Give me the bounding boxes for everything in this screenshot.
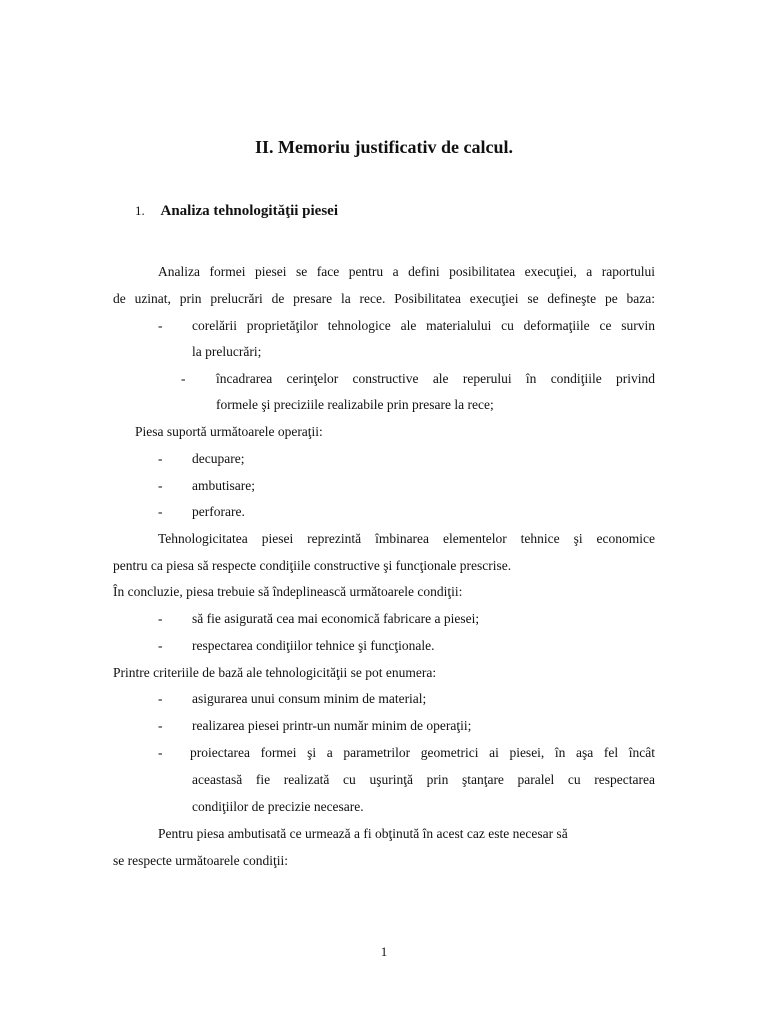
list-bullet: -	[158, 504, 163, 519]
text-line: de uzinat, prin prelucrări de presare la rece. Posibilitatea execuţiei se defineşte pe baza:	[113, 291, 655, 306]
list-bullet: -	[158, 478, 163, 493]
list-item: corelării proprietăţilor tehnologice ale materialului cu deformaţiile ce survin	[192, 318, 655, 333]
section-title: Analiza tehnologităţii piesei	[160, 203, 338, 219]
list-bullet: -	[158, 451, 163, 466]
page-title: II. Memoriu justificativ de calcul.	[255, 137, 513, 157]
list-bullet: -	[158, 691, 163, 706]
text-line: Piesa suportă următoarele operaţii:	[135, 424, 323, 439]
list-item: încadrarea cerinţelor constructive ale reperului în condiţiile privind	[216, 371, 655, 386]
list-bullet: -	[158, 611, 163, 626]
section-number: 1.	[135, 203, 145, 218]
text-line: Pentru piesa ambutisată ce urmează a fi obţinută în acest caz este necesar să	[158, 826, 568, 841]
list-item: ambutisare;	[192, 478, 255, 493]
list-item-continuation: formele şi preciziile realizabile prin presare la rece;	[216, 397, 494, 412]
list-item-continuation: condiţiilor de precizie necesare.	[192, 799, 364, 814]
text-line: Printre criteriile de bază ale tehnologicităţii se pot enumera:	[113, 665, 437, 680]
list-item-continuation: aceastasă fie realizată cu uşurinţă prin ştanţare paralel cu respectarea	[192, 772, 655, 787]
text-line: pentru ca piesa să respecte condiţiile constructive şi funcţionale prescrise.	[113, 558, 512, 573]
list-item: proiectarea formei şi a parametrilor geometrici ai piesei, în aşa fel încât	[190, 745, 655, 760]
list-item: asigurarea unui consum minim de material;	[192, 691, 427, 706]
list-bullet: -	[158, 718, 163, 733]
list-item: perforare.	[192, 504, 245, 519]
list-item: decupare;	[192, 451, 245, 466]
list-bullet: -	[158, 745, 163, 760]
list-item: să fie asigurată cea mai economică fabricare a piesei;	[192, 611, 480, 626]
list-item: respectarea condiţiilor tehnice şi funcţionale.	[192, 638, 435, 653]
list-item: realizarea piesei printr-un număr minim de operaţii;	[192, 718, 472, 733]
text-line: Tehnologicitatea piesei reprezintă îmbinarea elementelor tehnice şi economice	[158, 531, 655, 546]
page-number: 1	[380, 944, 388, 959]
section-heading	[135, 203, 338, 220]
text-line: Analiza formei piesei se face pentru a defini posibilitatea execuţiei, a raportului	[158, 264, 655, 279]
list-bullet: -	[158, 318, 163, 333]
text-line: În concluzie, piesa trebuie să îndeplinească următoarele condiţii:	[113, 584, 463, 599]
list-item-continuation: la prelucrări;	[192, 344, 262, 359]
list-bullet: -	[158, 638, 163, 653]
text-line: se respecte următoarele condiţii:	[113, 853, 289, 868]
list-bullet: -	[181, 371, 186, 386]
